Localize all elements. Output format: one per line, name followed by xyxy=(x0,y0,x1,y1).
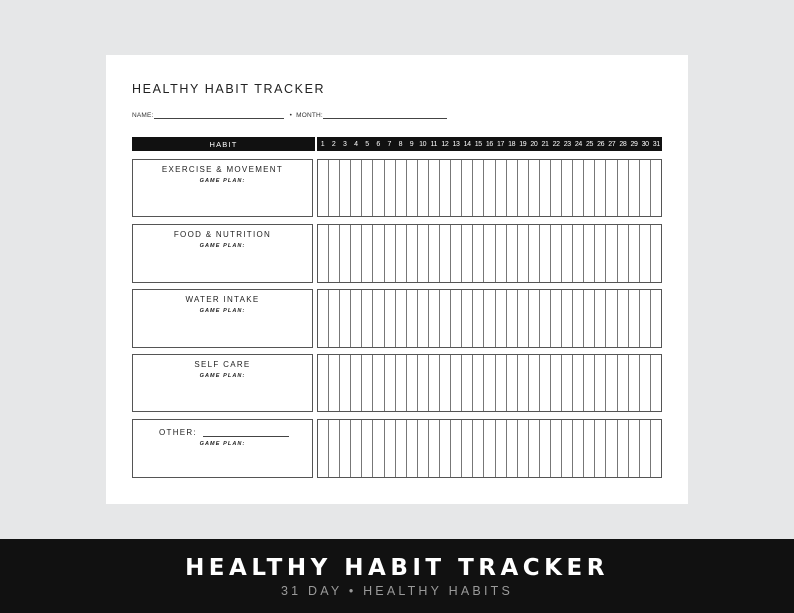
day-check-cell[interactable] xyxy=(429,160,440,216)
day-number: 6 xyxy=(376,140,380,148)
day-number: 10 xyxy=(419,140,427,148)
habit-name: EXERCISE & MOVEMENT xyxy=(161,165,284,174)
day-number: 1 xyxy=(320,140,325,148)
day-check-cell[interactable] xyxy=(562,225,573,282)
day-check-cell[interactable] xyxy=(385,160,396,216)
day-check-cell[interactable] xyxy=(407,420,418,477)
name-month-line xyxy=(132,111,447,119)
day-number: 21 xyxy=(541,140,549,148)
day-check-cell[interactable] xyxy=(540,225,551,282)
day-check-cell[interactable] xyxy=(529,160,540,216)
day-number: 13 xyxy=(452,140,460,148)
day-check-cell[interactable] xyxy=(606,355,617,411)
day-number: 7 xyxy=(387,140,392,148)
day-number: 15 xyxy=(474,140,482,148)
banner-title: HEALTHY HABIT TRACKER xyxy=(185,555,609,581)
day-check-cell[interactable] xyxy=(373,225,384,282)
day-check-cell[interactable] xyxy=(462,355,473,411)
day-check-cell[interactable] xyxy=(651,290,661,347)
other-habit-field[interactable] xyxy=(203,430,289,437)
day-check-cell[interactable] xyxy=(318,355,329,411)
day-check-cell[interactable] xyxy=(351,225,362,282)
day-check-cell[interactable] xyxy=(396,225,407,282)
day-check-cell[interactable] xyxy=(640,290,651,347)
day-check-cell[interactable] xyxy=(407,355,418,411)
day-number: 8 xyxy=(398,140,403,148)
day-check-cell[interactable] xyxy=(473,160,484,216)
day-check-cell[interactable] xyxy=(584,355,595,411)
day-check-cell[interactable] xyxy=(518,420,529,477)
day-check-cell[interactable] xyxy=(440,355,451,411)
habit-label-box[interactable] xyxy=(132,289,313,348)
day-check-cell[interactable] xyxy=(496,290,507,347)
day-check-cell[interactable] xyxy=(429,290,440,347)
day-check-cell[interactable] xyxy=(462,160,473,216)
day-check-cell[interactable] xyxy=(640,225,651,282)
day-check-cell[interactable] xyxy=(329,290,340,347)
day-check-cell[interactable] xyxy=(462,225,473,282)
day-check-cell[interactable] xyxy=(618,225,629,282)
day-check-cell[interactable] xyxy=(551,290,562,347)
day-check-cell[interactable] xyxy=(440,420,451,477)
day-check-cell[interactable] xyxy=(373,355,384,411)
day-check-cell[interactable] xyxy=(340,160,351,216)
day-check-cell[interactable] xyxy=(584,420,595,477)
day-check-cell[interactable] xyxy=(440,290,451,347)
day-number: 23 xyxy=(563,140,571,148)
day-check-cell[interactable] xyxy=(418,290,429,347)
day-check-cell[interactable] xyxy=(595,355,606,411)
day-number: 5 xyxy=(365,140,369,148)
day-check-cell[interactable] xyxy=(551,225,562,282)
month-label: MONTH: xyxy=(296,112,323,119)
day-checkbox-row xyxy=(317,159,662,217)
day-check-cell[interactable] xyxy=(606,420,617,477)
day-checkbox-row xyxy=(317,289,662,348)
habit-name: FOOD & NUTRITION xyxy=(173,230,272,239)
day-number: 26 xyxy=(597,140,605,148)
day-check-cell[interactable] xyxy=(340,355,351,411)
day-check-cell[interactable] xyxy=(573,160,584,216)
day-check-cell[interactable] xyxy=(451,420,462,477)
day-checkbox-row xyxy=(317,419,662,478)
day-check-cell[interactable] xyxy=(473,420,484,477)
day-check-cell[interactable] xyxy=(362,225,373,282)
day-number: 14 xyxy=(463,140,471,148)
day-check-cell[interactable] xyxy=(484,290,495,347)
day-number: 24 xyxy=(574,140,583,148)
banner-subtitle: 31 DAY • HEALTHY HABITS xyxy=(281,584,513,598)
day-check-cell[interactable] xyxy=(351,290,362,347)
day-check-cell[interactable] xyxy=(606,290,617,347)
game-plan-label: GAME PLAN: xyxy=(199,308,246,314)
day-check-cell[interactable] xyxy=(362,160,373,216)
day-check-cell[interactable] xyxy=(651,420,661,477)
day-check-cell[interactable] xyxy=(573,420,584,477)
day-check-cell[interactable] xyxy=(440,160,451,216)
day-check-cell[interactable] xyxy=(429,420,440,477)
day-check-cell[interactable] xyxy=(418,420,429,477)
habit-label-box[interactable] xyxy=(132,159,313,217)
day-check-cell[interactable] xyxy=(595,225,606,282)
day-check-cell[interactable] xyxy=(629,225,640,282)
day-check-cell[interactable] xyxy=(462,290,473,347)
day-number: 16 xyxy=(485,140,494,148)
day-check-cell[interactable] xyxy=(573,290,584,347)
habit-label-box[interactable] xyxy=(132,419,313,478)
day-check-cell[interactable] xyxy=(351,160,362,216)
day-check-cell[interactable] xyxy=(451,225,462,282)
day-check-cell[interactable] xyxy=(606,225,617,282)
day-check-cell[interactable] xyxy=(496,225,507,282)
day-check-cell[interactable] xyxy=(507,225,518,282)
day-check-cell[interactable] xyxy=(462,420,473,477)
day-check-cell[interactable] xyxy=(518,355,529,411)
day-check-cell[interactable] xyxy=(618,160,629,216)
day-check-cell[interactable] xyxy=(362,290,373,347)
day-check-cell[interactable] xyxy=(429,355,440,411)
day-check-cell[interactable] xyxy=(385,225,396,282)
day-check-cell[interactable] xyxy=(507,420,518,477)
day-check-cell[interactable] xyxy=(595,290,606,347)
day-check-cell[interactable] xyxy=(573,355,584,411)
day-number: 20 xyxy=(530,140,538,148)
day-check-cell[interactable] xyxy=(562,290,573,347)
game-plan-label: GAME PLAN: xyxy=(199,373,246,379)
day-number: 29 xyxy=(630,140,638,148)
day-check-cell[interactable] xyxy=(507,160,518,216)
day-number: 27 xyxy=(608,140,616,148)
day-check-cell[interactable] xyxy=(318,420,329,477)
day-check-cell[interactable] xyxy=(484,420,495,477)
day-check-cell[interactable] xyxy=(651,225,661,282)
day-check-cell[interactable] xyxy=(318,290,329,347)
day-checkbox-row xyxy=(317,224,662,283)
day-check-cell[interactable] xyxy=(584,160,595,216)
day-number: 12 xyxy=(441,140,449,148)
day-check-cell[interactable] xyxy=(529,420,540,477)
day-check-cell[interactable] xyxy=(629,355,640,411)
day-check-cell[interactable] xyxy=(373,290,384,347)
day-check-cell[interactable] xyxy=(362,355,373,411)
day-check-cell[interactable] xyxy=(584,225,595,282)
tracker-sheet xyxy=(106,55,688,504)
day-check-cell[interactable] xyxy=(595,420,606,477)
day-check-cell[interactable] xyxy=(318,225,329,282)
day-check-cell[interactable] xyxy=(640,420,651,477)
day-check-cell[interactable] xyxy=(340,290,351,347)
day-check-cell[interactable] xyxy=(484,160,495,216)
day-check-cell[interactable] xyxy=(651,160,661,216)
day-check-cell[interactable] xyxy=(551,420,562,477)
day-check-cell[interactable] xyxy=(407,160,418,216)
day-check-cell[interactable] xyxy=(340,225,351,282)
day-check-cell[interactable] xyxy=(562,160,573,216)
game-plan-label: GAME PLAN: xyxy=(199,243,246,249)
day-check-cell[interactable] xyxy=(595,160,606,216)
day-check-cell[interactable] xyxy=(529,355,540,411)
day-check-cell[interactable] xyxy=(562,355,573,411)
habit-name: OTHER: xyxy=(159,428,198,437)
day-number: 11 xyxy=(430,140,438,148)
day-check-cell[interactable] xyxy=(540,355,551,411)
day-check-cell[interactable] xyxy=(496,355,507,411)
habit-name: SELF CARE xyxy=(194,360,251,369)
day-check-cell[interactable] xyxy=(529,225,540,282)
day-check-cell[interactable] xyxy=(518,225,529,282)
game-plan-label: GAME PLAN: xyxy=(199,178,246,184)
day-check-cell[interactable] xyxy=(496,420,507,477)
day-number: 22 xyxy=(552,140,560,148)
day-number: 31 xyxy=(652,140,660,148)
day-check-cell[interactable] xyxy=(562,420,573,477)
day-check-cell[interactable] xyxy=(385,420,396,477)
habit-label-box[interactable] xyxy=(132,354,313,412)
day-check-cell[interactable] xyxy=(496,160,507,216)
day-check-cell[interactable] xyxy=(473,290,484,347)
day-check-cell[interactable] xyxy=(540,290,551,347)
day-check-cell[interactable] xyxy=(429,225,440,282)
day-check-cell[interactable] xyxy=(329,355,340,411)
day-check-cell[interactable] xyxy=(551,160,562,216)
day-check-cell[interactable] xyxy=(529,290,540,347)
separator-dot: • xyxy=(289,112,293,119)
day-check-cell[interactable] xyxy=(629,420,640,477)
day-check-cell[interactable] xyxy=(451,290,462,347)
day-number: 25 xyxy=(585,140,594,148)
day-check-cell[interactable] xyxy=(451,160,462,216)
day-check-cell[interactable] xyxy=(385,290,396,347)
day-check-cell[interactable] xyxy=(418,355,429,411)
day-check-cell[interactable] xyxy=(351,355,362,411)
day-check-cell[interactable] xyxy=(396,355,407,411)
day-check-cell[interactable] xyxy=(329,420,340,477)
day-check-cell[interactable] xyxy=(507,290,518,347)
day-number: 18 xyxy=(508,140,516,148)
day-number: 19 xyxy=(519,140,527,148)
day-number: 3 xyxy=(343,140,347,148)
day-check-cell[interactable] xyxy=(540,160,551,216)
bottom-banner xyxy=(0,539,794,613)
day-check-cell[interactable] xyxy=(584,290,595,347)
day-check-cell[interactable] xyxy=(507,355,518,411)
day-check-cell[interactable] xyxy=(473,225,484,282)
day-check-cell[interactable] xyxy=(373,160,384,216)
day-check-cell[interactable] xyxy=(473,355,484,411)
day-check-cell[interactable] xyxy=(451,355,462,411)
day-check-cell[interactable] xyxy=(606,160,617,216)
day-check-cell[interactable] xyxy=(418,225,429,282)
day-check-cell[interactable] xyxy=(618,420,629,477)
day-check-cell[interactable] xyxy=(407,290,418,347)
day-number: 2 xyxy=(331,140,336,148)
day-checkbox-row xyxy=(317,354,662,412)
day-check-cell[interactable] xyxy=(385,355,396,411)
day-check-cell[interactable] xyxy=(329,225,340,282)
day-check-cell[interactable] xyxy=(618,290,629,347)
day-check-cell[interactable] xyxy=(629,160,640,216)
day-check-cell[interactable] xyxy=(440,225,451,282)
day-check-cell[interactable] xyxy=(540,420,551,477)
day-check-cell[interactable] xyxy=(484,225,495,282)
day-check-cell[interactable] xyxy=(418,160,429,216)
day-check-cell[interactable] xyxy=(396,420,407,477)
habit-header: HABIT xyxy=(132,137,315,151)
day-check-cell[interactable] xyxy=(629,290,640,347)
day-check-cell[interactable] xyxy=(396,290,407,347)
sheet-title: HEALTHY HABIT TRACKER xyxy=(132,82,326,96)
day-check-cell[interactable] xyxy=(640,160,651,216)
month-field[interactable] xyxy=(323,111,447,119)
day-check-cell[interactable] xyxy=(551,355,562,411)
day-check-cell[interactable] xyxy=(640,355,651,411)
day-number: 28 xyxy=(619,140,627,148)
day-check-cell[interactable] xyxy=(573,225,584,282)
day-check-cell[interactable] xyxy=(407,225,418,282)
day-number: 4 xyxy=(354,140,358,148)
day-number: 17 xyxy=(496,140,505,148)
days-header xyxy=(317,137,662,151)
name-field[interactable] xyxy=(154,111,284,119)
day-check-cell[interactable] xyxy=(318,160,329,216)
day-check-cell[interactable] xyxy=(651,355,661,411)
day-check-cell[interactable] xyxy=(484,355,495,411)
day-check-cell[interactable] xyxy=(518,290,529,347)
day-number: 30 xyxy=(641,140,649,148)
name-label: NAME: xyxy=(132,112,154,119)
habit-label-box[interactable] xyxy=(132,224,313,283)
day-check-cell[interactable] xyxy=(340,420,351,477)
day-check-cell[interactable] xyxy=(518,160,529,216)
day-number: 9 xyxy=(409,140,414,148)
game-plan-label: GAME PLAN: xyxy=(199,441,246,447)
habit-name: WATER INTAKE xyxy=(185,295,260,304)
day-check-cell[interactable] xyxy=(362,420,373,477)
day-check-cell[interactable] xyxy=(618,355,629,411)
day-check-cell[interactable] xyxy=(329,160,340,216)
day-check-cell[interactable] xyxy=(396,160,407,216)
day-check-cell[interactable] xyxy=(373,420,384,477)
day-check-cell[interactable] xyxy=(351,420,362,477)
